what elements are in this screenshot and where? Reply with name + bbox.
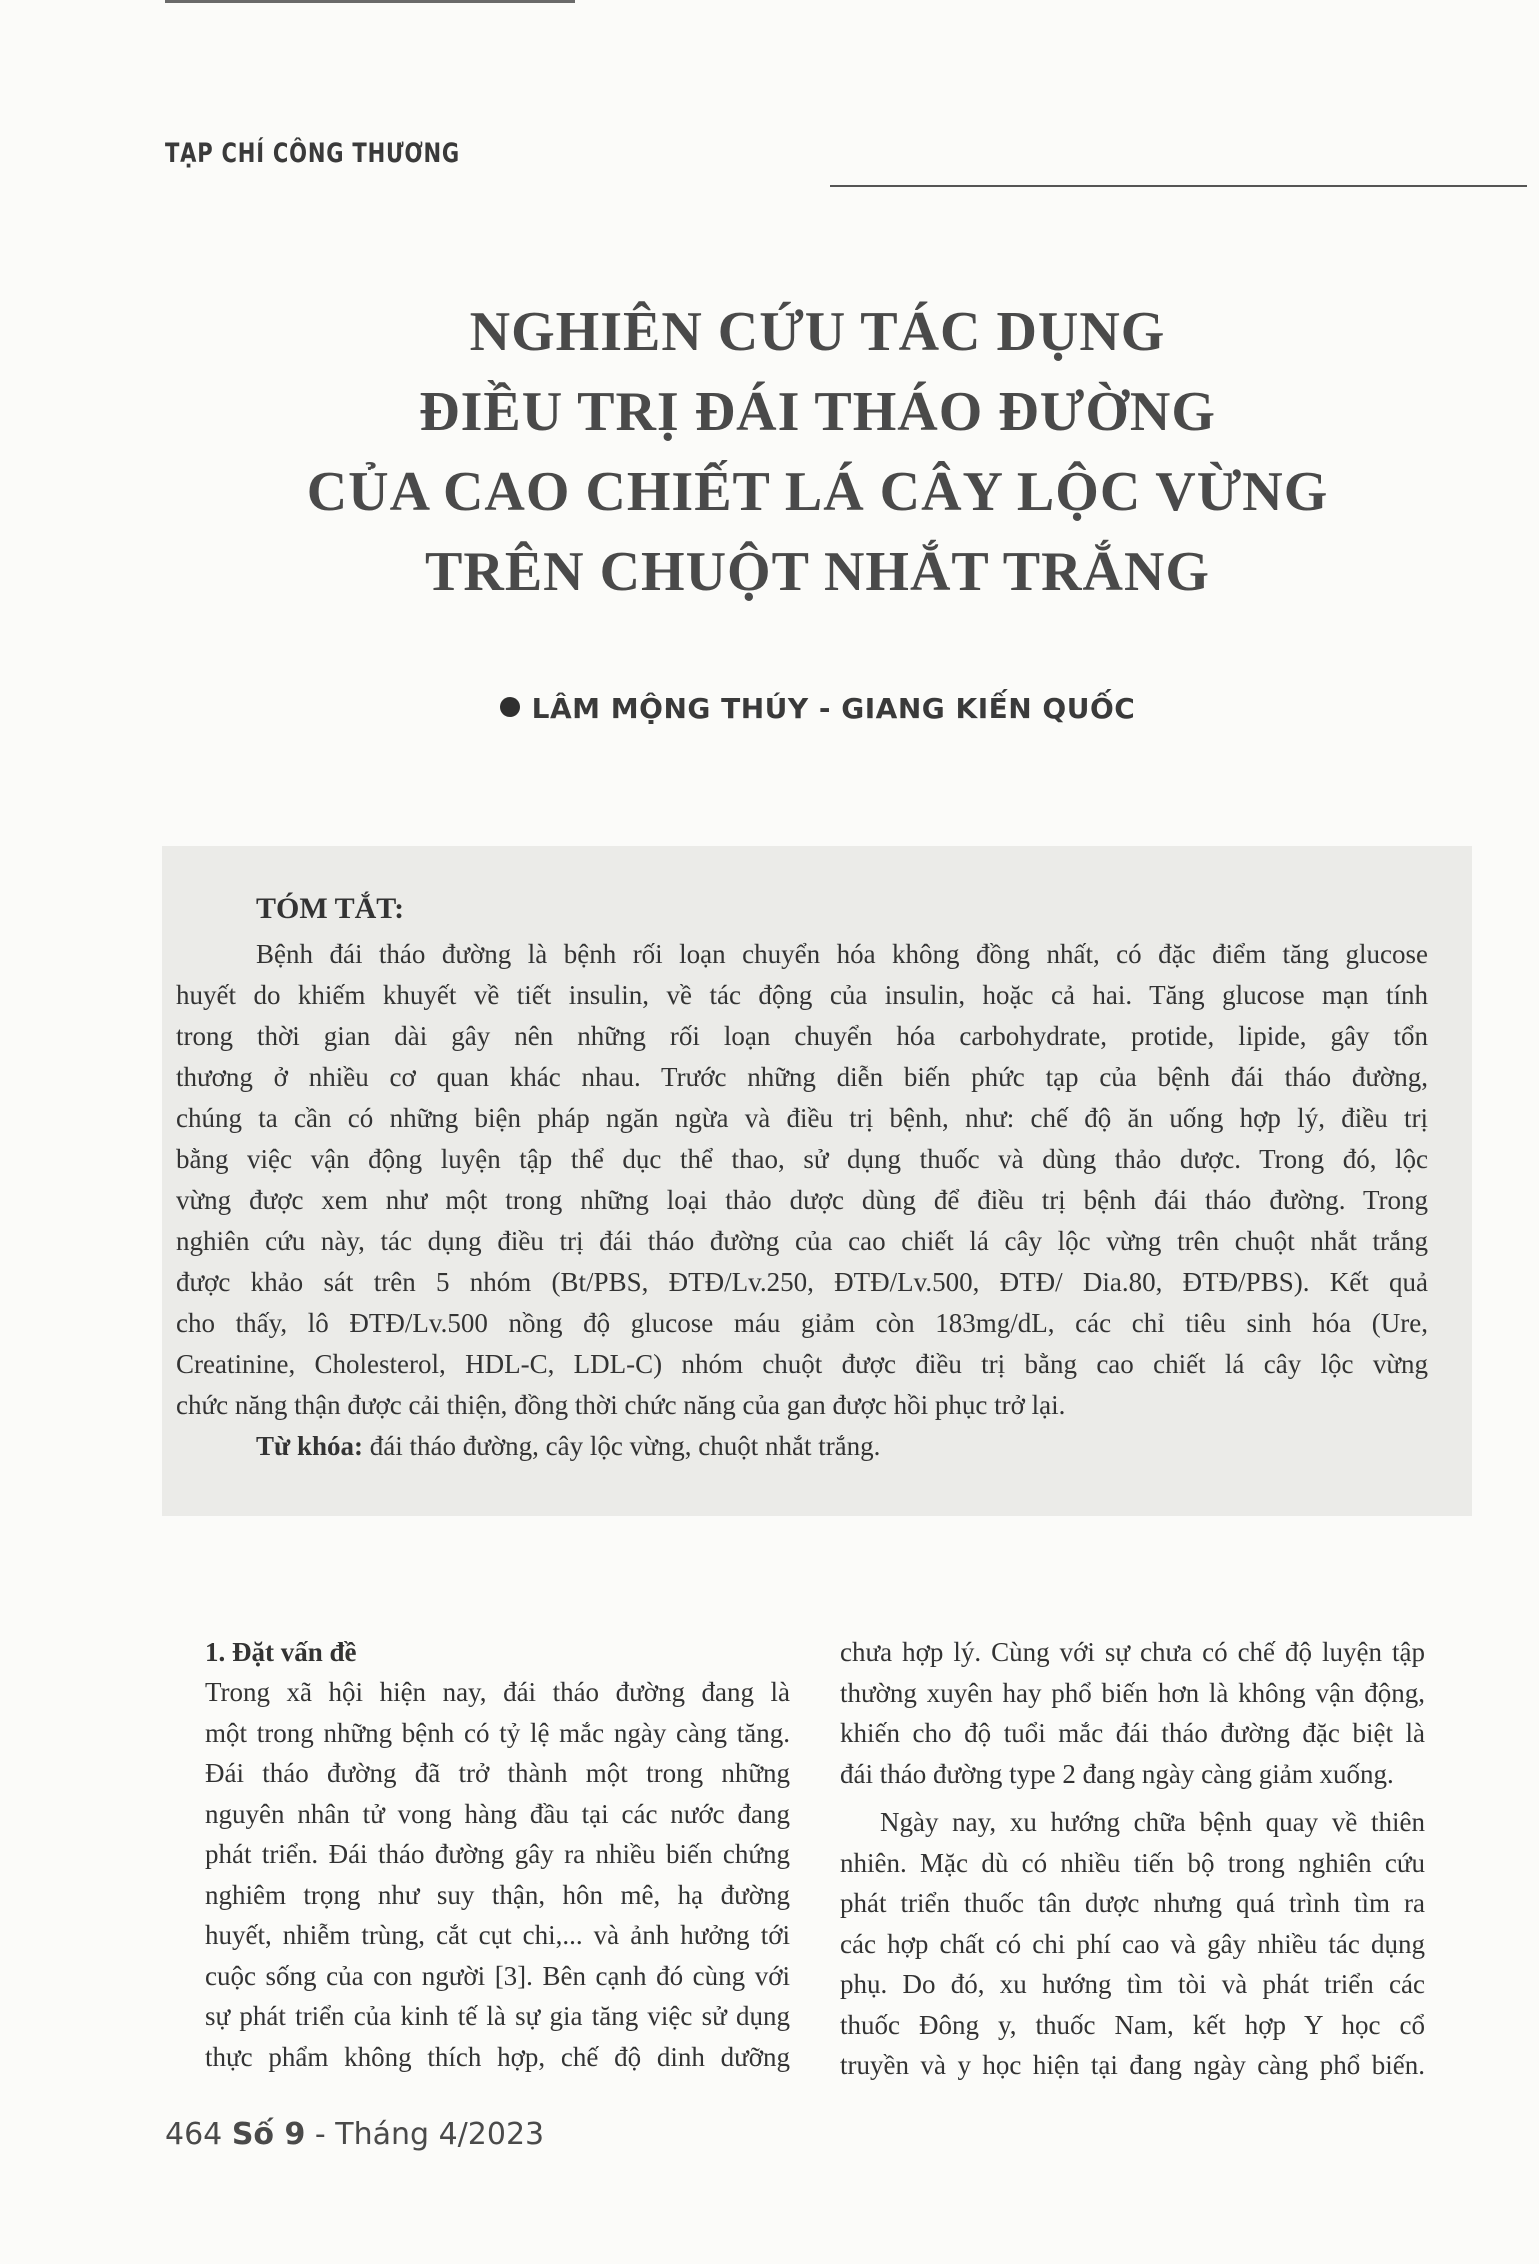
- body-line: một trong những bệnh có tỷ lệ mắc ngày càng tăng.: [205, 1717, 790, 1748]
- title-line: CỦA CAO CHIẾT LÁ CÂY LỘC VỪNG: [306, 461, 1329, 523]
- page-number: 464: [165, 2117, 223, 2152]
- author-names: LÂM MỘNG THÚY - GIANG KIẾN QUỐC: [531, 692, 1136, 725]
- body-line: các hợp chất có chi phí cao và gây nhiều tác dụng: [840, 1928, 1425, 1959]
- abstract-line: chức năng thận được cải thiện, đồng thời chức năng của gan được hồi phục trở lại.: [176, 1390, 1066, 1420]
- journal-header: [165, 138, 1527, 188]
- article-title: [165, 292, 1470, 612]
- body-line: cuộc sống của con người [3]. Bên cạnh đó cùng với: [205, 1960, 790, 1991]
- title-line: NGHIÊN CỨU TÁC DỤNG: [469, 301, 1166, 363]
- body-line: Trong xã hội hiện nay, đái tháo đường đang là: [205, 1677, 790, 1707]
- body-line: chưa hợp lý. Cùng với sự chưa có chế độ luyện tập: [840, 1637, 1425, 1667]
- paragraph-gap: [840, 1794, 1425, 1802]
- abstract-line: trong thời gian dài gây nên những rối loạn chuyển hóa carbohydrate, protide, lipide, gây tổn: [176, 1021, 1428, 1051]
- abstract-line: thương ở nhiều cơ quan khác nhau. Trước những diễn biến phức tạp của bệnh đái tháo đường,: [176, 1062, 1428, 1092]
- body-column-right: [840, 1632, 1425, 2086]
- title-line: ĐIỀU TRỊ ĐÁI THÁO ĐƯỜNG: [419, 381, 1216, 443]
- issue-number: Số 9: [231, 2117, 306, 2152]
- body-line: nhiên. Mặc dù có nhiều tiến bộ trong nghiên cứu: [840, 1847, 1425, 1878]
- abstract-line: được khảo sát trên 5 nhóm (Bt/PBS, ĐTĐ/Lv.250, ĐTĐ/Lv.500, ĐTĐ/ Dia.80, ĐTĐ/PBS). Kết quả: [176, 1267, 1428, 1297]
- body-line: phát triển. Đái tháo đường gây ra nhiều biến chứng: [205, 1839, 790, 1869]
- body-line: truyền và y học hiện tại đang ngày càng phổ biến.: [840, 2050, 1425, 2080]
- abstract-line: chúng ta cần có những biện pháp ngăn ngừa và điều trị bệnh, như: chế độ ăn uống hợp lý, điều trị: [176, 1103, 1428, 1133]
- abstract-line: Creatinine, Cholesterol, HDL-C, LDL-C) nhóm chuột được điều trị bằng cao chiết lá cây lộc vừng: [176, 1349, 1428, 1379]
- keywords-text: đái tháo đường, cây lộc vừng, chuột nhắt trắng.: [363, 1431, 881, 1461]
- abstract: [176, 892, 1428, 1467]
- body-line: khiến cho độ tuổi mắc đái tháo đường đặc biệt là: [840, 1718, 1425, 1748]
- body-line: thường xuyên hay phổ biến hơn là không vận động,: [840, 1677, 1425, 1708]
- keywords: [256, 1426, 1428, 1467]
- body-line: đái tháo đường type 2 đang ngày càng giảm xuống.: [840, 1758, 1394, 1789]
- body-line: thực phẩm không thích hợp, chế độ dinh dưỡng: [205, 2041, 790, 2072]
- body-line: sự phát triển của kinh tế là sự gia tăng việc sử dụng: [205, 2001, 790, 2031]
- keywords-label: Từ khóa:: [256, 1431, 363, 1461]
- section-heading: 1. Đặt vấn đề: [205, 1637, 357, 1667]
- abstract-line: huyết do khiếm khuyết về tiết insulin, về tác động của insulin, hoặc cả hai. Tăng glucose mạn tính: [176, 980, 1428, 1010]
- page-footer: [165, 2117, 544, 2152]
- abstract-line: vừng được xem như một trong những loại thảo dược dùng để điều trị bệnh đái tháo đường. Trong: [176, 1185, 1428, 1215]
- body-line: phụ. Do đó, xu hướng tìm tòi và phát triển các: [840, 1969, 1425, 1999]
- body-line: huyết, nhiễm trùng, cắt cụt chi,... và ảnh hưởng tới: [205, 1920, 790, 1950]
- body-line: nguyên nhân tử vong hàng đầu tại các nước đang: [205, 1798, 790, 1829]
- abstract-line: nghiên cứu này, tác dụng điều trị đái tháo đường của cao chiết lá cây lộc vừng trên chuột nhắt trắng: [176, 1226, 1428, 1256]
- authors: [165, 692, 1470, 725]
- header-rule: [830, 185, 1527, 187]
- body-column-left: [205, 1632, 790, 2077]
- abstract-line: bằng việc vận động luyện tập thể dục thể thao, sử dụng thuốc và dùng thảo dược. Trong đó, lộc: [176, 1144, 1428, 1174]
- bullet-icon: [500, 697, 520, 717]
- body-line: Ngày nay, xu hướng chữa bệnh quay về thiên: [880, 1807, 1425, 1837]
- body-line: phát triển thuốc tân dược nhưng quá trình tìm ra: [840, 1888, 1425, 1918]
- body-line: thuốc Đông y, thuốc Nam, kết hợp Y học cổ: [840, 2009, 1425, 2040]
- title-line: TRÊN CHUỘT NHẮT TRẮNG: [425, 541, 1210, 603]
- abstract-line: Bệnh đái tháo đường là bệnh rối loạn chuyển hóa không đồng nhất, có đặc điểm tăng glucose: [256, 939, 1428, 969]
- abstract-heading: TÓM TẮT:: [256, 892, 405, 925]
- body-line: nghiêm trọng như suy thận, hôn mê, hạ đường: [205, 1879, 790, 1910]
- abstract-line: cho thấy, lô ĐTĐ/Lv.500 nồng độ glucose máu giảm còn 183mg/dL, các chỉ tiêu sinh hóa (Ure,: [176, 1308, 1428, 1338]
- abstract-text: [176, 934, 1428, 1426]
- journal-name: TẠP CHÍ CÔNG THƯƠNG: [165, 138, 460, 169]
- body-line: Đái tháo đường đã trở thành một trong những: [205, 1758, 790, 1788]
- top-rule: [165, 0, 575, 3]
- issue-date: - Tháng 4/2023: [305, 2117, 545, 2152]
